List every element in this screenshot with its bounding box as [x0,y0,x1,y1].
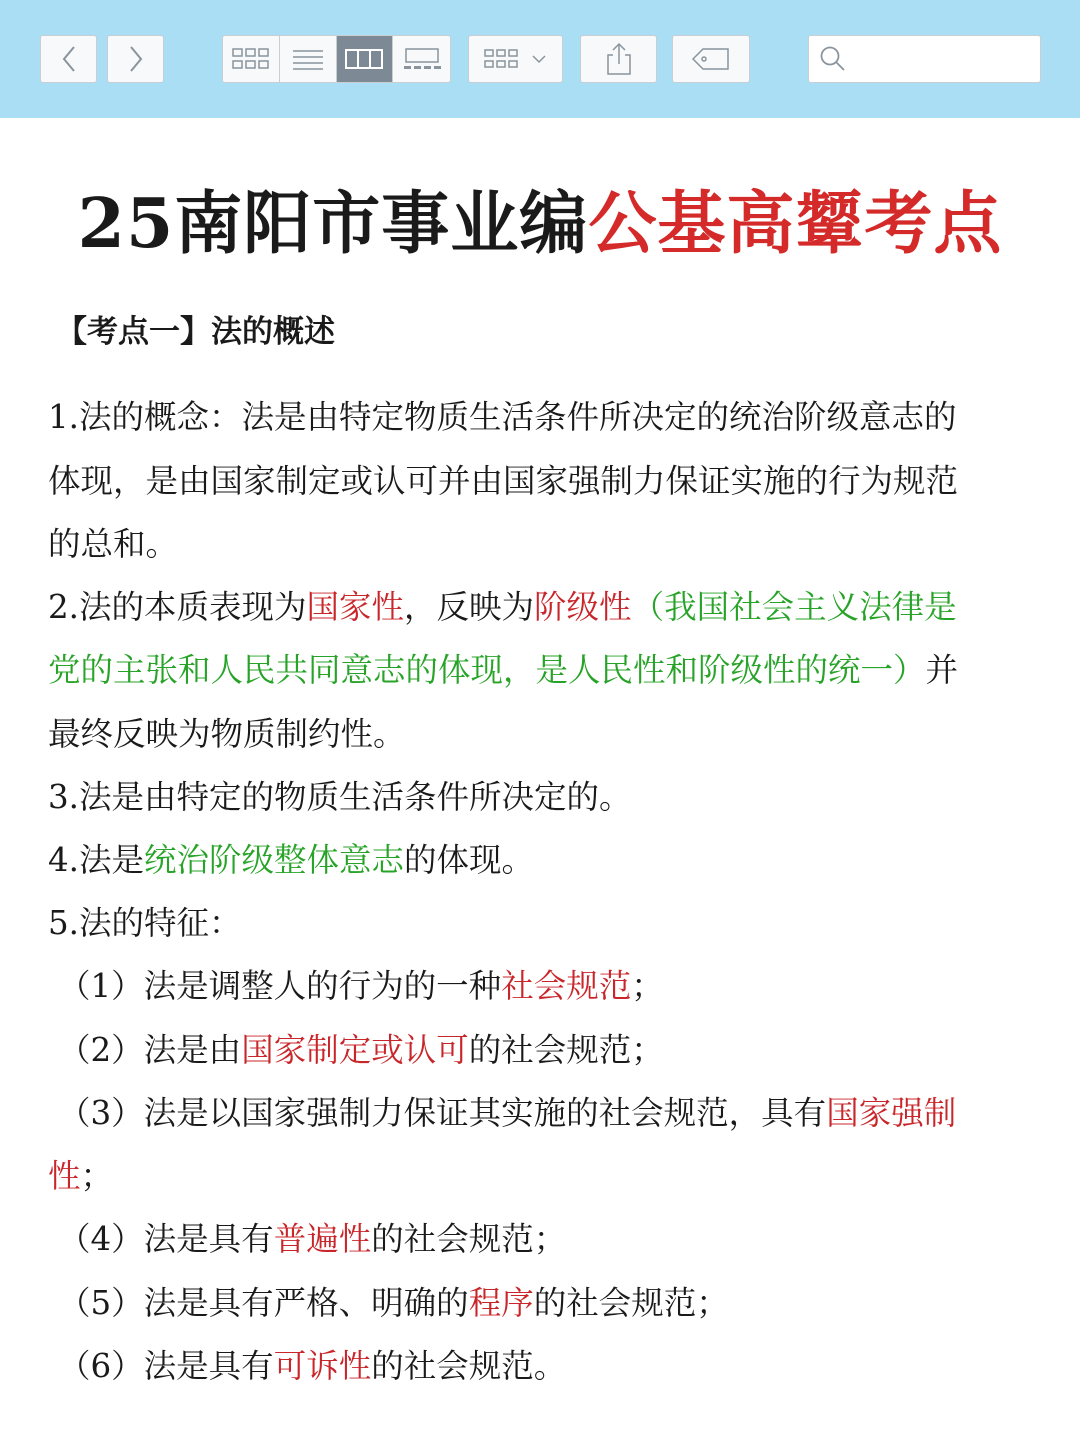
highlight-red: 社会规范 [501,967,632,1005]
feature-item-2 [58,1031,664,1069]
text-line-8 [48,841,535,879]
feature-item-3 [58,1094,957,1132]
highlight-red: 性 [48,1157,81,1195]
tag-icon [691,47,731,71]
text-segment: （1）法是调整人的行为的一种 [58,967,502,1005]
finder-toolbar [0,0,1080,118]
search-field[interactable] [808,35,1041,83]
highlight-red: 普遍性 [273,1220,372,1258]
highlight-red: 程序 [468,1284,534,1322]
text-line-4 [48,588,957,626]
share-button[interactable] [580,35,657,83]
highlight-red: 国家制定或认可 [241,1031,469,1069]
text-line-2: 体现，是由国家制定或认可并由国家强制力保证实施的行为规范 [48,462,959,500]
list-icon [291,47,325,71]
column-view-button[interactable] [337,36,394,82]
tag-button[interactable] [672,35,750,83]
search-input[interactable] [855,35,1029,83]
text-segment: 的社会规范； [371,1220,567,1258]
page-title [0,170,1080,267]
group-by-button[interactable] [468,35,563,83]
forward-button[interactable] [107,35,164,83]
text-segment: ； [631,967,664,1005]
highlight-red: 国家强制 [826,1094,957,1132]
text-segment: 并 [925,651,959,689]
section-heading: 【考点一】法的概述 [56,314,335,350]
chevron-right-icon [128,45,144,73]
icon-view-button[interactable] [223,36,280,82]
highlight-green: 统治阶级整体意志 [144,841,405,879]
highlight-red: 国家性 [306,588,405,626]
text-segment: 4.法是 [48,841,145,879]
search-icon [819,45,847,73]
gallery-icon [402,47,442,71]
feature-item-4 [58,1220,567,1258]
feature-item-1 [58,967,664,1005]
text-segment: （5）法是具有严格、明确的 [58,1284,469,1322]
highlight-red: 阶级性 [534,588,632,626]
columns-icon [344,48,384,70]
text-segment: ； [80,1157,114,1195]
text-segment: 的社会规范。 [371,1347,567,1385]
feature-item-5 [58,1284,729,1322]
text-segment: ，反映为 [404,588,535,626]
text-line-1: 1.法的概念：法是由特定物质生活条件所决定的统治阶级意志的 [48,398,957,436]
group-by-icon [483,47,549,71]
text-line-3: 的总和。 [48,525,179,563]
text-segment: 的体现。 [404,841,535,879]
highlight-green: 党的主张和人民共同意志的体现，是人民性和阶级性的统一） [48,651,926,689]
text-line-9: 5.法的特征： [48,904,242,942]
title-red-part: 公基高颦考点 [588,184,1003,264]
text-segment: （2）法是由 [58,1031,242,1069]
text-segment: （4）法是具有 [58,1220,274,1258]
list-view-button[interactable] [280,36,337,82]
share-icon [604,42,634,76]
text-segment: （6）法是具有 [58,1347,274,1385]
feature-item-3-cont [48,1157,114,1195]
text-segment: 2.法的本质表现为 [48,588,307,626]
text-line-5 [48,651,959,689]
text-segment: 的社会规范； [533,1284,729,1322]
gallery-view-button[interactable] [393,36,450,82]
text-segment: （3）法是以国家强制力保证其实施的社会规范，具有 [58,1094,827,1132]
back-button[interactable] [40,35,97,83]
text-line-7: 3.法是由特定的物质生活条件所决定的。 [48,778,632,816]
highlight-red: 可诉性 [273,1347,372,1385]
icon-grid-icon [231,47,271,71]
title-black-part: 25南阳市事业编 [77,184,589,264]
highlight-green: （我国社会主义法律是 [631,588,957,626]
chevron-left-icon [61,45,77,73]
text-segment: 的社会规范； [468,1031,664,1069]
view-mode-control [222,35,451,83]
text-line-6: 最终反映为物质制约性。 [48,715,406,753]
feature-item-6 [58,1347,567,1385]
